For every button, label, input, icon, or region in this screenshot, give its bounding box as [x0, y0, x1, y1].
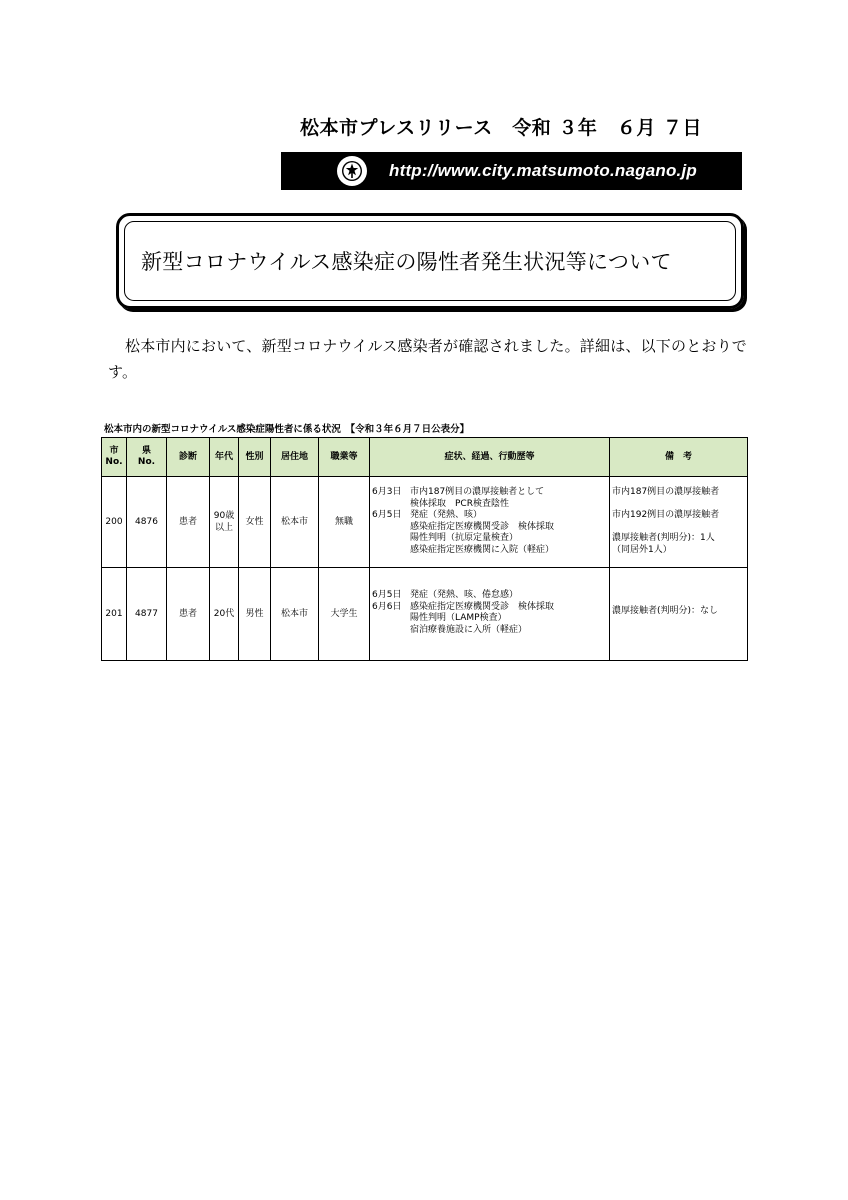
- url-banner: [281, 152, 742, 190]
- cell-residence: 松本市: [271, 477, 319, 568]
- event-line: 6月3日 市内187例目の濃厚接触者として: [372, 487, 545, 497]
- header-diagnosis: 診断: [167, 438, 210, 477]
- cell-events: [370, 477, 610, 568]
- cell-city-no: 201: [102, 568, 127, 661]
- remark-line: 市内187例目の濃厚接触者: [612, 487, 720, 497]
- event-line: 6月6日 感染症指定医療機関受診 検体採取: [372, 601, 555, 612]
- cell-sex: 男性: [239, 568, 271, 661]
- cell-city-no: 200: [102, 477, 127, 568]
- header-occupation: 職業等: [319, 438, 370, 477]
- event-line: 6月5日 発症（発熱、咳、倦怠感）: [372, 590, 519, 600]
- cell-pref-no: 4876: [127, 477, 167, 568]
- website-url[interactable]: http://www.city.matsumoto.nagano.jp: [389, 161, 697, 180]
- cases-table: [101, 437, 748, 661]
- cell-residence: 松本市: [271, 568, 319, 661]
- matsumoto-city-emblem-icon: [337, 156, 367, 186]
- intro-paragraph: 松本市内において、新型コロナウイルス感染者が確認されました。詳細は、以下のとおりです。: [108, 337, 748, 381]
- cell-age: 20代: [210, 568, 239, 661]
- table-header-row: [102, 438, 748, 477]
- cell-pref-no: 4877: [127, 568, 167, 661]
- cell-events: [370, 568, 610, 661]
- event-line: 感染症指定医療機関に入院（軽症）: [410, 544, 555, 555]
- table-row: [102, 568, 748, 661]
- remark-line: 濃厚接触者(判明分)：1人: [612, 533, 715, 543]
- event-line: 検体採取 PCR検査陰性: [410, 498, 509, 509]
- remark-line: 濃厚接触者(判明分)：なし: [612, 606, 719, 616]
- table-row: [102, 477, 748, 568]
- header-city-no: 市 No.: [102, 438, 127, 477]
- header-age: 年代: [210, 438, 239, 477]
- header-sex: 性別: [239, 438, 271, 477]
- header-residence: 居住地: [271, 438, 319, 477]
- cell-occupation: 大学生: [319, 568, 370, 661]
- cell-age: 90歳 以上: [210, 477, 239, 568]
- remark-line: （同居外1人）: [612, 544, 672, 555]
- cell-diagnosis: 患者: [167, 477, 210, 568]
- cell-sex: 女性: [239, 477, 271, 568]
- event-line: 陽性判明（LAMP検査）: [410, 613, 507, 623]
- event-line: 6月5日 発症（発熱、咳）: [372, 510, 483, 520]
- cell-occupation: 無職: [319, 477, 370, 568]
- remark-line: 市内192例目の濃厚接触者: [612, 510, 720, 520]
- cell-diagnosis: 患者: [167, 568, 210, 661]
- event-line: 宿泊療養施設に入所（軽症）: [410, 624, 528, 635]
- headline: 新型コロナウイルス感染症の陽性者発生状況等について: [141, 250, 672, 274]
- table-caption: 松本市内の新型コロナウイルス感染症陽性者に係る状況 【令和３年６月７日公表分】: [104, 424, 470, 435]
- event-line: 感染症指定医療機関受診 検体採取: [410, 521, 555, 532]
- event-line: 陽性判明（抗原定量検査）: [410, 533, 519, 543]
- header-remarks: 備 考: [610, 438, 748, 477]
- cell-remarks: [610, 477, 748, 568]
- press-release-title: 松本市プレスリリース 令和 ３年 ６月 ７日: [300, 117, 702, 139]
- headline-frame: [116, 213, 744, 309]
- cell-remarks: [610, 568, 748, 661]
- header-pref-no: 県 No.: [127, 438, 167, 477]
- header-events: 症状、経過、行動歴等: [370, 438, 610, 477]
